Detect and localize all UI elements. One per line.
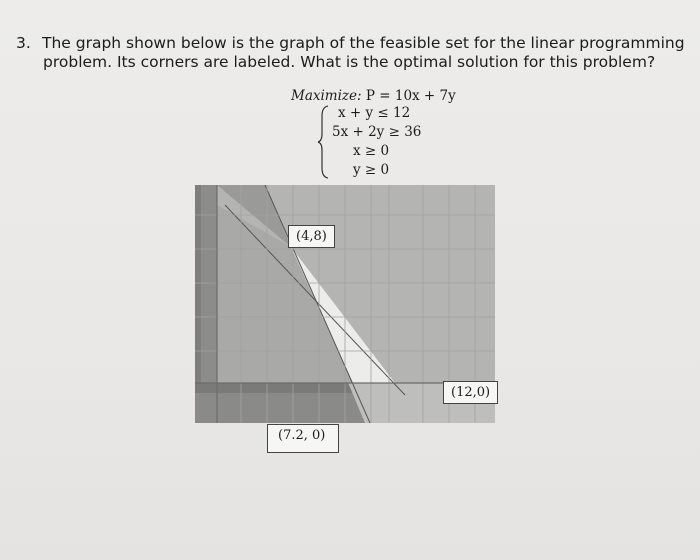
question-line-2: problem. Its corners are labeled. What is the optimal solution for this problem? bbox=[43, 53, 656, 71]
constraint-3: x ≥ 0 bbox=[353, 143, 390, 159]
constraint-list bbox=[332, 104, 421, 180]
objective-keyword: Maximize: bbox=[291, 88, 362, 104]
corner-label-12-0: (12,0) bbox=[443, 381, 498, 404]
constraint-2: 5x + 2y ≥ 36 bbox=[332, 124, 422, 140]
question-text bbox=[16, 34, 686, 72]
corner-label-4-8: (4,8) bbox=[288, 225, 335, 248]
objective-function bbox=[291, 88, 456, 104]
constraint-1: x + y ≤ 12 bbox=[338, 105, 411, 121]
objective-expression: P = 10x + 7y bbox=[365, 88, 456, 104]
constraint-brace bbox=[318, 104, 330, 180]
corner-label-7-2-0: (7.2, 0) bbox=[267, 424, 339, 453]
constraint-4: y ≥ 0 bbox=[353, 162, 390, 178]
question-number: 3. bbox=[16, 34, 31, 52]
question-line-1: The graph shown below is the graph of the feasible set for the linear programming bbox=[42, 34, 685, 52]
